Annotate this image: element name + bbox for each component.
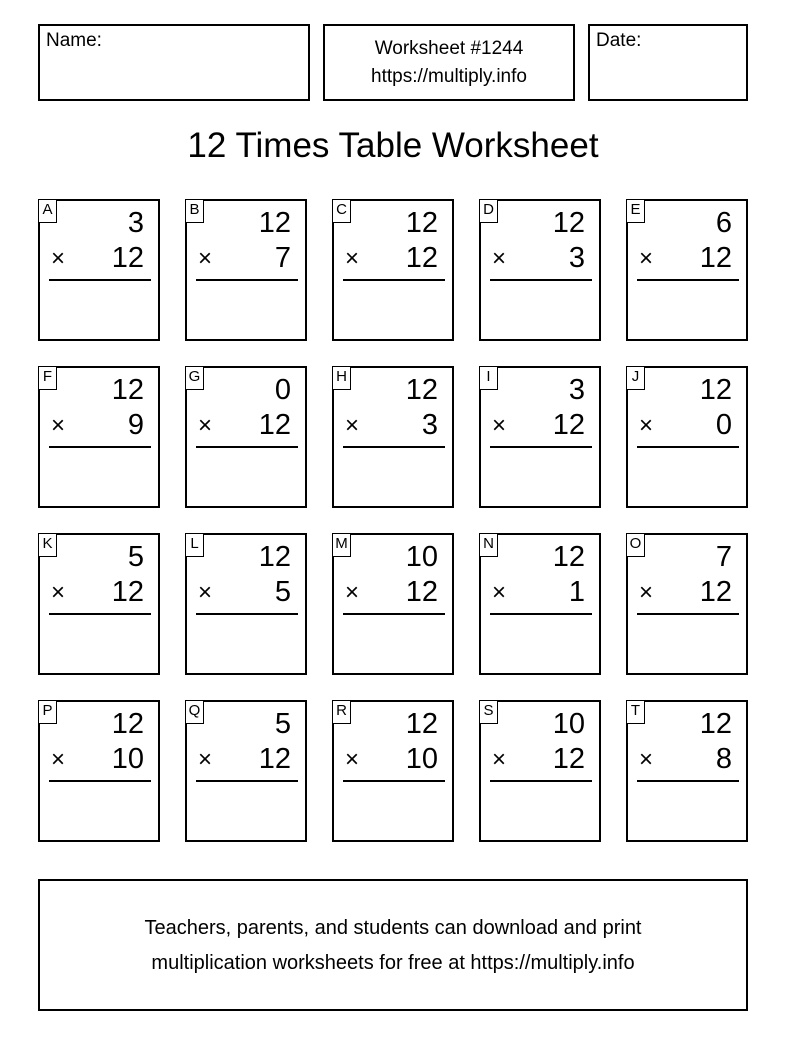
worksheet-number: Worksheet #1244 [374,38,524,59]
problem-bottom-number: 12 [552,409,585,441]
times-sign: × [345,579,360,606]
problem-card[interactable] [626,366,748,508]
problem-label: C [332,199,351,223]
times-sign: × [639,579,654,606]
footer-line-2: multiplication worksheets for free at https://multiply.info [151,952,635,974]
times-sign: × [639,412,654,439]
problem-card[interactable] [479,366,601,508]
times-sign: × [198,746,213,773]
problem-label: K [38,533,57,557]
answer-line [490,780,592,782]
problem-card[interactable] [185,366,307,508]
problem-label: J [626,366,645,390]
times-sign: × [198,412,213,439]
times-sign: × [345,412,360,439]
problem-top-number: 12 [258,541,291,573]
problem-bottom-number: 0 [715,409,732,441]
answer-line [490,446,592,448]
problem-bottom-number: 8 [715,743,732,775]
name-label: Name: [46,30,102,51]
problem-card[interactable] [479,700,601,842]
times-sign: × [345,245,360,272]
times-sign: × [492,579,507,606]
problem-card[interactable] [185,700,307,842]
answer-line [196,780,298,782]
problem-top-number: 12 [552,207,585,239]
answer-line [490,279,592,281]
problem-top-number: 12 [699,708,732,740]
date-box[interactable] [588,24,748,101]
footer-box [38,879,748,1011]
problem-card[interactable] [38,366,160,508]
answer-line [49,446,151,448]
problem-label: S [479,700,498,724]
times-sign: × [492,412,507,439]
problem-label: B [185,199,204,223]
problem-bottom-number: 12 [111,576,144,608]
problem-label: H [332,366,351,390]
problem-label: O [626,533,645,557]
name-box[interactable] [38,24,310,101]
problem-top-number: 10 [405,541,438,573]
problem-top-number: 12 [111,708,144,740]
problem-top-number: 12 [699,374,732,406]
problem-top-number: 12 [552,541,585,573]
problem-label: I [479,366,498,390]
times-sign: × [51,245,66,272]
times-sign: × [492,746,507,773]
answer-line [196,279,298,281]
worksheet-info-box [323,24,575,101]
answer-line [49,279,151,281]
problem-bottom-number: 10 [111,743,144,775]
problem-card[interactable] [38,700,160,842]
page-title: 12 Times Table Worksheet [187,126,599,165]
problem-bottom-number: 12 [111,242,144,274]
problem-bottom-number: 3 [568,242,585,274]
worksheet-url: https://multiply.info [371,66,527,87]
problem-top-number: 12 [258,207,291,239]
answer-line [490,613,592,615]
problem-bottom-number: 9 [127,409,144,441]
problem-bottom-number: 3 [421,409,438,441]
answer-line [343,613,445,615]
problem-bottom-number: 10 [405,743,438,775]
problem-label: E [626,199,645,223]
problem-label: Q [185,700,204,724]
problem-top-number: 5 [127,541,144,573]
problem-top-number: 12 [405,708,438,740]
problem-label: F [38,366,57,390]
answer-line [637,279,739,281]
answer-line [637,613,739,615]
problem-top-number: 7 [715,541,732,573]
answer-line [196,613,298,615]
problem-top-number: 6 [715,207,732,239]
problem-bottom-number: 5 [274,576,291,608]
problem-card[interactable] [185,199,307,341]
answer-line [343,279,445,281]
problem-card[interactable] [626,199,748,341]
answer-line [637,446,739,448]
problem-label: L [185,533,204,557]
problem-label: T [626,700,645,724]
times-sign: × [639,746,654,773]
problem-card[interactable] [332,199,454,341]
problem-card[interactable] [626,700,748,842]
problem-label: R [332,700,351,724]
date-label: Date: [596,30,642,51]
problem-top-number: 3 [568,374,585,406]
problem-label: G [185,366,204,390]
problem-card[interactable] [38,199,160,341]
times-sign: × [198,579,213,606]
answer-line [196,446,298,448]
problem-card[interactable] [332,533,454,675]
problem-bottom-number: 12 [699,242,732,274]
problem-bottom-number: 7 [274,242,291,274]
problem-label: P [38,700,57,724]
problem-bottom-number: 12 [552,743,585,775]
problem-bottom-number: 12 [258,409,291,441]
times-sign: × [345,746,360,773]
problem-top-number: 12 [405,374,438,406]
answer-line [343,780,445,782]
problem-card[interactable] [38,533,160,675]
problem-top-number: 12 [405,207,438,239]
problem-label: A [38,199,57,223]
times-sign: × [198,245,213,272]
problem-label: D [479,199,498,223]
problem-top-number: 10 [552,708,585,740]
answer-line [637,780,739,782]
problem-card[interactable] [332,700,454,842]
times-sign: × [51,579,66,606]
times-sign: × [492,245,507,272]
answer-line [49,780,151,782]
problem-top-number: 5 [274,708,291,740]
answer-line [49,613,151,615]
problem-top-number: 12 [111,374,144,406]
problem-bottom-number: 12 [258,743,291,775]
times-sign: × [51,746,66,773]
problem-label: N [479,533,498,557]
problem-bottom-number: 1 [568,576,585,608]
footer-line-1: Teachers, parents, and students can download and print [144,917,642,939]
problem-label: M [332,533,351,557]
problem-card[interactable] [479,199,601,341]
times-sign: × [639,245,654,272]
problem-card[interactable] [332,366,454,508]
problem-bottom-number: 12 [699,576,732,608]
problem-bottom-number: 12 [405,576,438,608]
answer-line [343,446,445,448]
times-sign: × [51,412,66,439]
problem-card[interactable] [626,533,748,675]
problem-top-number: 3 [127,207,144,239]
problem-top-number: 0 [274,374,291,406]
problem-card[interactable] [185,533,307,675]
problem-card[interactable] [479,533,601,675]
problem-bottom-number: 12 [405,242,438,274]
